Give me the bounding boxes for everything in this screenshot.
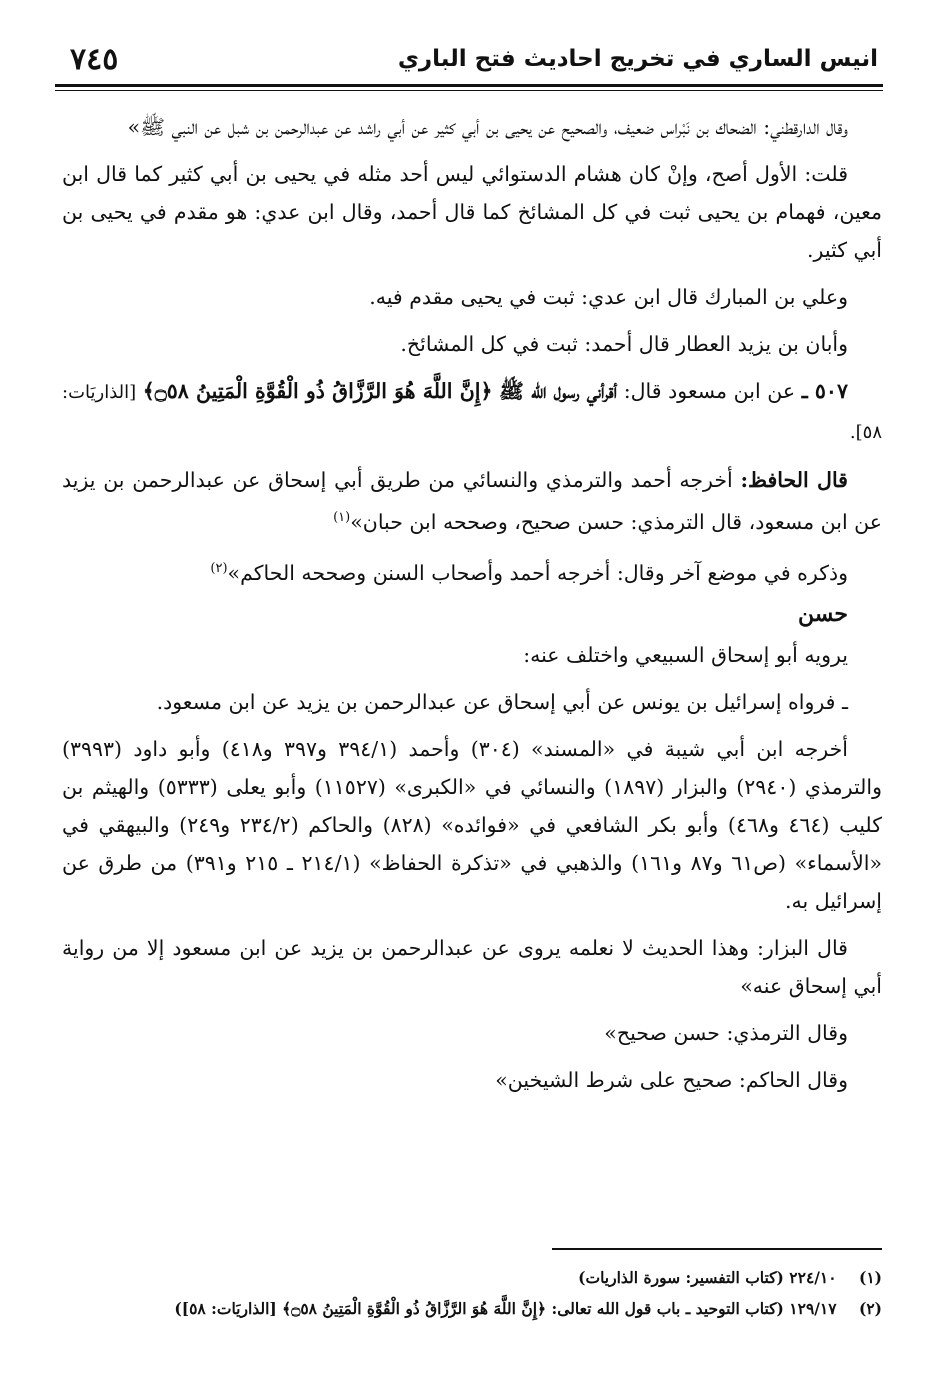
footnote-number: (٢) [858, 1299, 882, 1318]
header-rule-thin [55, 90, 883, 91]
paragraph-takhrij: أخرجه ابن أبي شيبة في «المسند» (٣٠٤) وأحمد (٣٩٤/١ و٣٩٧ و٤١٨) وأبو داود (٣٩٩٣) والترمذي (٢٩٤٠) والبزار (١٨٩٧) والنسائي في «الكبرى» (١١٥٢٧) وأبو يعلى (٥٣٣٣) والهيثم بن كليب (٤٦٤ و٤٦٨) وأبو بكر الشافعي في «فوائده» (٨٢٨) والحاكم (٢٣٤/٢ و٢٤٩) والبيهقي في «الأسماء» (ص٦١ و٨٧ و١٦١) والذهبي في «تذكرة الحفاظ» (٢١٤/١ ـ ٢١٥ و٣٩١) من طرق عن إسرائيل به. [62, 736, 883, 913]
footnote-1 [62, 1262, 882, 1293]
paragraph-hafiz [62, 461, 882, 541]
sura-reference: [الذاريَات: ٥٨]. [62, 382, 882, 443]
paragraph-author-note: قلت: الأول أصح، وإنْ كان هشام الدستوائي ليس أحد مثله في يحيى بن أبي كثير كما قال ابن معين، فهمام بن يحيى ثبت في كل المشائخ كما قال أحمد، وقال ابن عدي: هو مقدم في يحيى بن أبي كثير. [62, 162, 882, 262]
paragraph-tirmidhi: وقال الترمذي: حسن صحيح» [604, 1020, 848, 1045]
grading-heading: حسن [798, 600, 848, 627]
footnote-text: ١٢٩/١٧ (كتاب التوحيد ـ باب قول الله تعالى: ﴿إِنَّ اللَّهَ هُوَ الرَّزَّاقُ ذُو الْقُوَّةِ الْمَتِينُ ۝٥٨﴾ [الذاريَات: ٥٨]) [174, 1299, 837, 1318]
footnote-ref-2[interactable]: (٢) [210, 560, 228, 576]
paragraph-aban-ibn-yazid: وأبان بن يزيد العطار قال أحمد: ثبت في كل المشائخ. [400, 332, 848, 356]
hadith-intro: عن ابن مسعود قال: [623, 379, 796, 403]
other-place-text: وذكره في موضع آخر وقال: أخرجه أحمد وأصحاب السنن وصححه الحاكم» [227, 560, 848, 585]
hafiz-text: أخرجه أحمد والترمذي والنسائي من طريق أبي إسحاق عن عبدالرحمن بن يزيد عن ابن مسعود، قال الترمذي: حسن صحيح، وصححه ابن حبان» [62, 468, 882, 534]
footnotes [62, 1262, 882, 1324]
footnote-2 [62, 1293, 882, 1324]
page-body [62, 108, 882, 1108]
running-header [70, 42, 878, 82]
paragraph-other-place [62, 550, 882, 592]
hadith-entry [62, 372, 882, 452]
paragraph-daraqutni: وقال الدارقطني: الضحاك بن نَبْراس ضعيف، والصحيح عن يحيى بن أبي كثير عن أبي راشد عن عبدالرحمن بن شبل عن النبي ﷺ» [127, 115, 848, 139]
footnote-ref-1[interactable]: (١) [333, 510, 351, 525]
footnote-number: (١) [858, 1268, 882, 1287]
paragraph-israil-route: ـ فرواه إسرائيل بن يونس عن أبي إسحاق عن عبدالرحمن بن يزيد عن ابن مسعود. [156, 689, 848, 714]
paragraph-narration-variance: يرويه أبو إسحاق السبيعي واختلف عنه: [523, 642, 848, 667]
quran-verse: ﴿إِنَّ اللَّهَ هُوَ الرَّزَّاقُ ذُو الْقُوَّةِ الْمَتِينُ ۝٥٨﴾ [142, 379, 493, 403]
paragraph-ali-ibn-mubarak: وعلي بن المبارك قال ابن عدي: ثبت في يحيى مقدم فيه. [369, 285, 848, 309]
hafiz-label: قال الحافظ: [740, 468, 848, 492]
footnote-text: ٢٢٤/١٠ (كتاب التفسير: سورة الذاريات) [578, 1268, 837, 1287]
footnote-separator [552, 1248, 882, 1250]
page-number: ٧٤٥ [70, 42, 119, 77]
paragraph-bazzar: قال البزار: وهذا الحديث لا نعلمه يروى عن عبدالرحمن بن يزيد عن ابن مسعود إلا من رواية أبي إسحاق عنه» [62, 935, 882, 998]
paragraph-hakim: وقال الحاكم: صحيح على شرط الشيخين» [495, 1067, 848, 1092]
hadith-number: ٥٠٧ ـ [801, 379, 848, 403]
book-title: انيس الساري في تخريج احاديث فتح الباري [397, 46, 878, 72]
hadith-matn: أقرأني رسول الله ﷺ [499, 379, 618, 403]
header-rule-thick [55, 84, 883, 87]
